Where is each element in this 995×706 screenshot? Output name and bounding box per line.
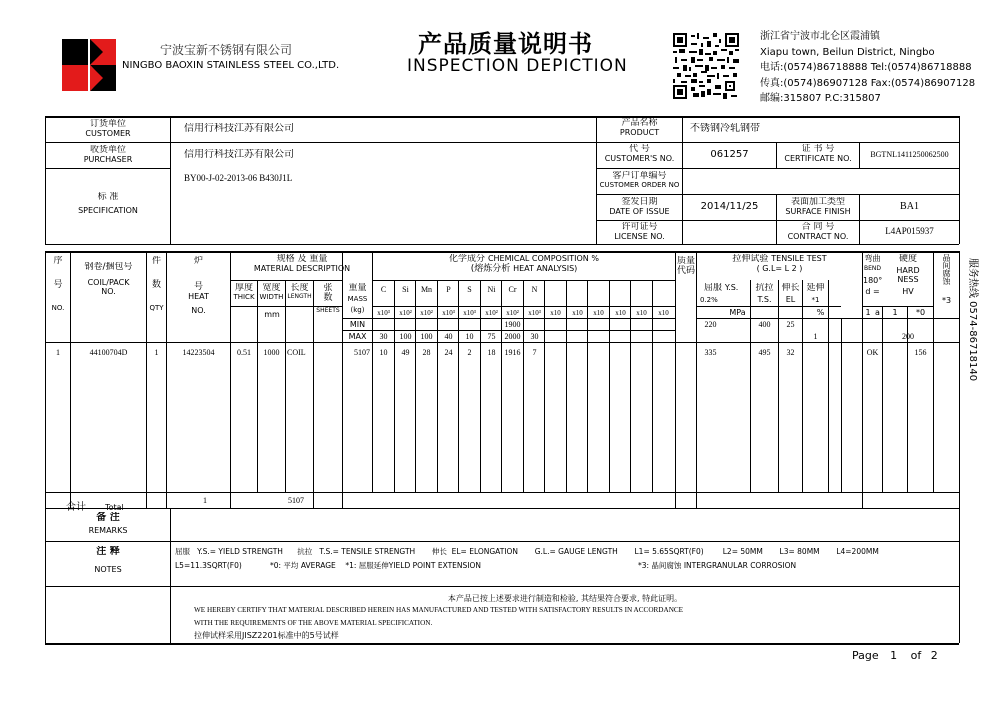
thick-header-en: THICK [233,293,255,301]
chem-header [373,254,675,274]
notes-line2c: *3: 晶间腐蚀 INTERGRANULAR CORROSION [638,561,797,570]
corrosion-header [934,254,959,305]
custno-label-en: CUSTOMER'S NO. [604,154,675,163]
page-indicator [852,649,938,662]
bend-header [863,254,882,296]
doc-title-cn: 产品质量说明书 [418,29,593,58]
bend-header-en: BEND [863,265,881,272]
ype-max: 1 [813,332,818,341]
element-unit: x10 [636,309,647,317]
contact-block [760,29,975,107]
thick-header [231,283,257,301]
row-chem-value: 1916 [504,348,521,357]
el-header-cn: 伸长 [781,283,800,293]
ts-header [751,283,778,304]
phone: 电话:(0574)86718888 Tel:(0574)86718888 [760,62,972,73]
custno-value: 061257 [710,149,749,160]
product-value: 不锈钢冷轧钢带 [690,123,760,134]
element-max: 75 [487,332,496,341]
el-min: 25 [786,320,795,329]
min-label: MIN [349,320,366,329]
element-max: 30 [530,332,539,341]
hard-avg: *0 [915,308,926,317]
element-unit: x10 [593,309,604,317]
ys-min: 220 [704,320,717,329]
length-header-cn: 长度 [290,283,309,293]
element-symbol: Ni [487,285,496,294]
tensile-header-cn: 拉伸试验 [732,254,769,264]
element-symbol: Cr [508,285,517,294]
mass-header-cn: 重量 [348,283,367,293]
ts-header-cn: 抗拉 [755,283,774,293]
element-unit: x10 [615,309,626,317]
ype-header-cn: 延伸 [806,283,825,293]
remarks-label-en: REMARKS [88,526,128,535]
total-qty: 1 [203,496,207,505]
element-symbol: N [531,285,538,294]
notes-line1: 屈服 Y.S.= YIELD STRENGTH 抗拉 T.S.= TENSILE STRENGTH 伸长 EL= ELONGATION G.L.= GAUGE LENGTH L1= 5.65SQRT(F0) L2= 50MM L3= 80MM L4=200MM [175,547,879,556]
chem-header-en2: HEAT ANALYSIS) [513,264,578,273]
custno-label [597,144,682,163]
notes-label-cn: 注 释 [96,546,120,557]
el-header-en: EL [785,295,796,304]
ts-header-en: T.S. [757,295,772,304]
page-of: of [910,649,922,662]
element-unit: x10³ [528,309,541,317]
cert-cn-2: 拉伸试样采用JISZ2201标准中的5号试样 [194,631,339,640]
row-chem-value: 10 [379,348,388,357]
notes-line2a: L5=11.3SQRT(F0) [175,561,242,570]
cert-label-en: CERTIFICATE NO. [784,154,852,163]
purchaser-label-en: PURCHASER [83,155,133,164]
element-max: 10 [465,332,474,341]
remarks-label [46,512,170,535]
seq-header [46,256,70,312]
total-label-cn: 合计 [66,502,86,513]
notes-label [46,546,170,574]
corrosion-note: *3 [941,296,952,305]
coil-header-en: COIL/PACK NO. [87,278,130,296]
sheets-header-cn: 张数 [323,283,333,303]
element-max: 30 [379,332,388,341]
cert-en-2: WITH THE REQUIREMENTS OF THE ABOVE MATERIAL SPECIFICATION. [194,619,433,627]
mass-header-en: MASS [347,295,368,303]
cert-cn: 本产品已按上述要求进行制造和检验, 其结果符合要求, 特此证明。 [447,594,683,603]
hv-max: 200 [902,332,914,341]
mass-header [343,283,372,314]
element-max: 100 [420,332,433,341]
element-unit: x10³ [463,309,476,317]
issue-label [597,197,682,216]
surface-value: BA1 [900,201,919,212]
mm-unit: mm [264,310,280,319]
heat-header-en2: NO. [191,306,206,315]
element-min: 1900 [504,320,521,329]
hard-1: 1 [892,308,898,317]
fax: 传真:(0574)86907128 Fax:(0574)86907128 [760,77,976,89]
length-header-en: LENGTH [287,293,312,300]
heat-header [167,256,230,315]
bend-header-cn: 弯曲 [864,254,881,263]
address-cn: 浙江省宁波市北仑区霞浦镇 [760,31,880,42]
element-unit: x10² [420,309,433,317]
row-thick: 0.51 [237,348,251,357]
ts-min: 400 [758,320,771,329]
row-ys: 335 [704,348,717,357]
row-chem-value: 28 [422,348,431,357]
row-mass: 5107 [354,348,370,357]
ype-note: *1 [811,296,820,304]
row-no: 1 [56,348,60,357]
element-unit: x10³ [442,309,455,317]
chem-header-cn2: (熔炼分析 [470,264,511,274]
qty-header-cn: 件 [151,256,161,266]
element-symbol: S [467,285,472,294]
service-hotline: 服务热线 0574-86718140 [967,258,978,382]
surface-label-cn: 表面加工类型 [790,197,845,207]
total-label-en: Total [105,503,124,512]
notes-label-en: NOTES [94,565,122,574]
spec-label-en: SPECIFICATION [78,206,138,215]
qty-header-en: QTY [149,304,164,312]
element-max: 2000 [504,332,521,341]
mass-unit: (kg) [350,306,365,314]
width-header [258,283,285,301]
sheets-header-en: SHEETS [316,307,340,314]
contract-value: L4AP015937 [885,226,934,236]
mpa-unit: MPa [729,308,746,317]
row-bend: OK [866,348,879,357]
customer-label [46,119,170,138]
seq-header-en: NO. [51,304,65,312]
qty-header [147,256,166,312]
element-unit: x10² [399,309,412,317]
surface-label-en: SURFACE FINISH [785,207,851,216]
purchaser-label [46,145,170,164]
contract-label-cn: 合 同 号 [801,222,835,232]
company-name-en: NINGBO BAOXIN STAINLESS STEEL CO.,LTD. [122,60,340,71]
element-unit: x10² [506,309,519,317]
product-label [597,118,682,137]
order-label [597,171,682,189]
coil-header [71,262,146,296]
corrosion-header-cn: 晶间腐蚀 [942,254,951,286]
ys-note: 0.2% [700,296,718,304]
surface-label [777,197,859,216]
license-label-en: LICENSE NO. [614,232,665,241]
element-unit: x10³ [377,309,390,317]
doc-title-en: INSPECTION DEPICTION [407,56,628,76]
qty-header-cn2: 数 [151,280,161,290]
total-mass: 5107 [288,496,304,505]
element-symbol: P [446,285,451,294]
customer-label-en: CUSTOMER [85,129,131,138]
row-chem-value: 18 [487,348,496,357]
ys-header-en: Y.S. [724,283,739,292]
width-header-en: WIDTH [259,293,284,301]
hardness-header-en: HARD NESS [896,266,920,284]
heat-header-cn: 炉 [193,256,203,266]
remarks-label-cn: 备 注 [96,512,120,523]
material-header [231,254,373,273]
purchaser-label-cn: 收货单位 [89,145,126,155]
customer-label-cn: 订货单位 [89,119,126,129]
issue-label-en: DATE OF ISSUE [609,207,670,216]
contract-label [777,222,859,241]
customer-value: 信用行科技江苏有限公司 [184,123,294,134]
page-label: Page [852,649,879,662]
row-chem-value: 7 [532,348,537,357]
cert-label-cn: 证 书 号 [801,144,835,154]
ys-header [700,283,750,304]
hardness-header [883,254,933,296]
bend-d: d = [865,287,880,296]
hardness-hv: HV [902,287,914,296]
purchaser-value: 信用行科技江苏有限公司 [184,149,294,160]
chem-header-cn: 化学成分 [449,254,486,264]
page-current: 1 [890,649,898,662]
hardness-header-cn: 硬度 [898,254,917,264]
pct-unit: % [816,308,825,317]
bend-1: 1 [865,308,871,317]
heat-header-cn2: 号 [193,282,203,292]
bend-degree: 180° [863,276,882,285]
element-unit: x10 [658,309,669,317]
element-symbol: Mn [420,285,433,294]
order-label-cn: 客户订单编号 [612,171,667,181]
row-width: 1000 [263,348,280,357]
sheets-header [314,283,342,315]
cert-en-1: WE HEREBY CERTIFY THAT MATERIAL DESCRIBED HEREIN HAS MANUFACTURED AND TESTED WITH SATISFACTORY RESULTS IN ACCORDANCE [194,606,684,614]
row-chem-value: 2 [467,348,472,357]
issue-label-cn: 签发日期 [621,197,658,207]
row-qty: 1 [154,348,159,357]
el-header [779,283,802,304]
issue-value: 2014/11/25 [700,201,759,212]
ype-header [803,283,828,304]
element-unit: x10² [485,309,498,317]
custno-label-cn: 代 号 [629,144,650,154]
cert-label [777,144,859,163]
thick-header-cn: 厚度 [234,283,253,293]
element-unit: x10 [572,309,583,317]
product-label-cn: 产品名称 [621,118,658,128]
company-logo [62,39,116,91]
postcode: 邮编:315807 P.C:315807 [760,93,881,104]
row-el: 32 [786,348,795,357]
address-en: Xiapu town, Beilun District, Ningbo [760,46,935,58]
element-symbol: C [380,285,387,294]
spec-label [46,192,170,215]
row-hv: 156 [914,348,927,357]
element-max: 100 [399,332,412,341]
order-label-en: CUSTOMER ORDER NO [599,181,680,189]
row-chem-value: 24 [444,348,453,357]
material-header-en: MATERIAL DESCRIPTION [253,264,351,273]
quality-code-header: 质量代码 [676,256,695,276]
qr-code [673,33,739,99]
seq-header-cn2: 号 [53,280,63,290]
max-label: MAX [348,332,367,341]
bend-a: a [875,308,880,317]
element-symbol: Si [402,285,409,294]
element-max: 40 [444,332,453,341]
gauge-length: ( G.L= L 2 ) [756,264,803,273]
company-name-cn: 宁波宝新不锈钢有限公司 [160,43,293,57]
element-unit: x10 [550,309,561,317]
tensile-header-en: TENSILE TEST [771,254,827,263]
page-total: 2 [930,649,938,662]
cert-value: BGTNL1411250062500 [870,150,949,159]
row-heat: 14223504 [182,348,215,357]
material-header-cn: 规格 及 重量 [276,254,328,264]
row-ts: 495 [758,348,771,357]
product-label-en: PRODUCT [619,128,660,137]
row-chem-value: 49 [401,348,410,357]
notes-line2b: *0: 平均 AVERAGE *1: 屈服延伸YIELD POINT EXTENSION [270,561,482,570]
row-length: COIL [287,348,306,357]
ys-header-cn: 屈服 [704,283,723,293]
contract-label-en: CONTRACT NO. [787,232,849,241]
spec-label-cn: 标 准 [97,192,119,202]
row-coil: 44100704D [89,348,128,357]
seq-header-cn: 序 [53,256,63,266]
heat-header-en: HEAT [188,292,209,301]
spec-value: BY00-J-02-2013-06 B430J1L [184,173,293,183]
width-header-cn: 宽度 [262,283,281,293]
length-header [286,283,313,301]
coil-header-cn: 钢卷/捆包号 [84,262,133,272]
license-label [597,222,682,241]
tensile-header [697,254,862,273]
chem-header-en: CHEMICAL COMPOSITION % [487,254,599,263]
license-label-cn: 许可证号 [621,222,658,232]
